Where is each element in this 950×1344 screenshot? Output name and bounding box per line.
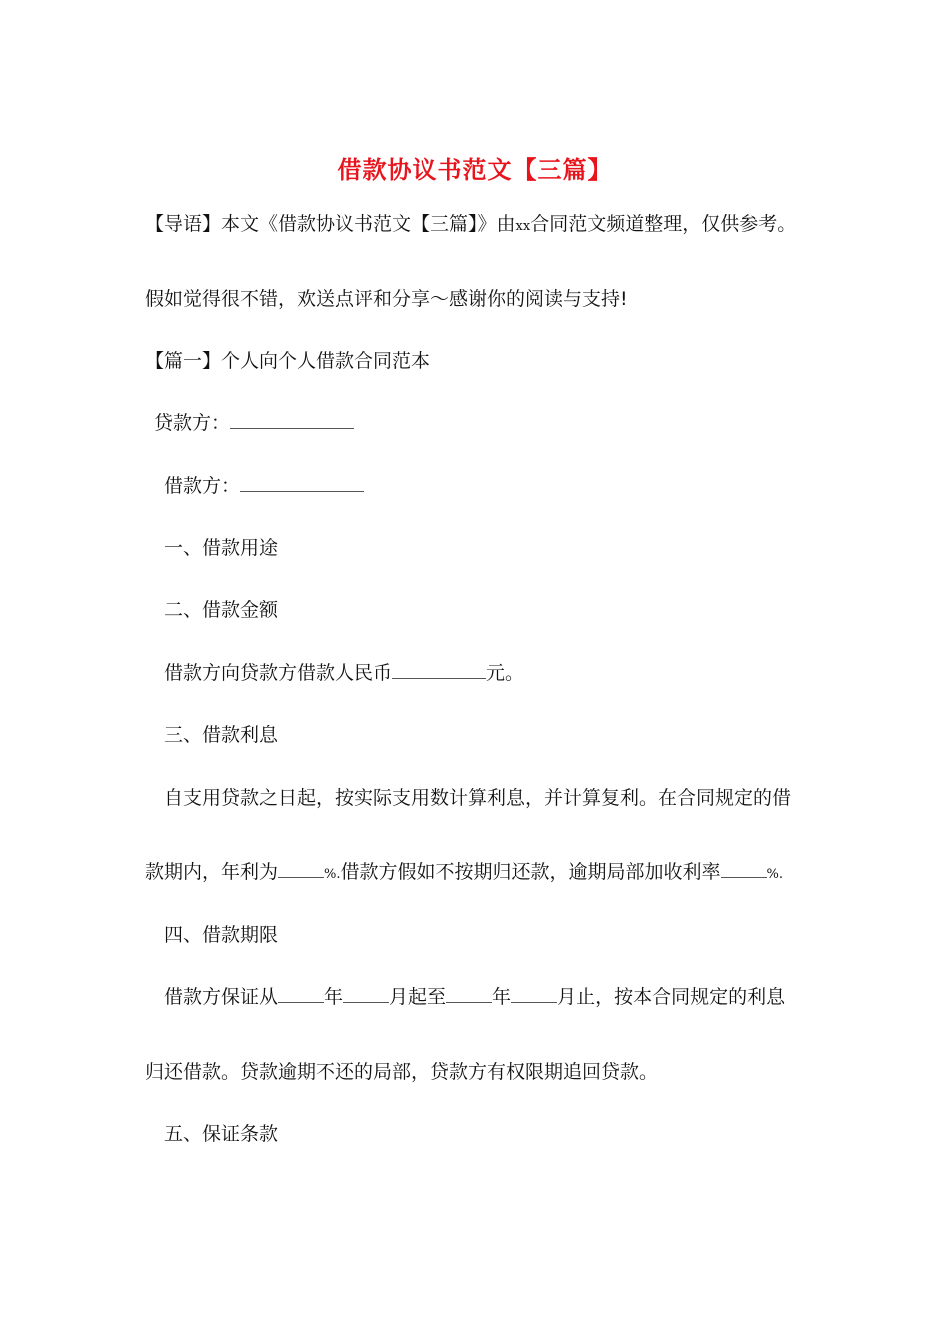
amount-suffix: 元。 bbox=[486, 662, 525, 684]
amount-line bbox=[164, 660, 524, 686]
term-line-2: 归还借款。贷款逾期不还的局部，贷款方有权限期追回贷款。 bbox=[145, 1061, 659, 1083]
term-month-2: 月止，按本合同规定的利息 bbox=[557, 986, 786, 1008]
annual-rate-percent: %. bbox=[324, 867, 341, 882]
start-year-blank bbox=[278, 984, 324, 1003]
amount-blank bbox=[392, 660, 486, 679]
lender-label: 贷款方： bbox=[154, 412, 231, 434]
clause-5-heading: 五、保证条款 bbox=[164, 1123, 279, 1145]
term-text-a: 借款方保证从 bbox=[164, 986, 279, 1008]
clause-2-heading: 二、借款金额 bbox=[164, 599, 279, 621]
intro-text-2: 合同范文频道整理，仅供参考。 bbox=[530, 213, 797, 235]
annual-rate-blank bbox=[278, 859, 324, 878]
end-year-blank bbox=[446, 984, 492, 1003]
term-month-1: 月起至 bbox=[389, 986, 447, 1008]
borrower-label: 借款方： bbox=[164, 475, 241, 497]
section-heading: 【篇一】个人向个人借款合同范本 bbox=[145, 350, 431, 372]
borrower-blank bbox=[240, 473, 364, 492]
term-year-1: 年 bbox=[324, 986, 344, 1008]
lender-blank bbox=[230, 410, 354, 429]
document-title: 借款协议书范文【三篇】 bbox=[337, 156, 613, 184]
start-month-blank bbox=[343, 984, 389, 1003]
amount-prefix: 借款方向贷款方借款人民币 bbox=[164, 662, 393, 684]
borrower-field bbox=[164, 473, 364, 499]
clause-3-heading: 三、借款利息 bbox=[164, 724, 279, 746]
interest-line-1: 自支用贷款之日起，按实际支用数计算利息，并计算复利。在合同规定的借 bbox=[164, 787, 792, 809]
interest-line-2 bbox=[145, 859, 783, 888]
intro-text-1: 【导语】本文《借款协议书范文【三篇】》由 bbox=[145, 213, 516, 235]
intro-line-2: 假如觉得很不错，欢送点评和分享～感谢你的阅读与支持! bbox=[145, 288, 628, 310]
end-month-blank bbox=[511, 984, 557, 1003]
lender-field bbox=[154, 410, 354, 436]
term-line-1 bbox=[164, 984, 785, 1010]
overdue-rate-percent: %. bbox=[766, 867, 784, 882]
interest-text-a: 款期内，年利为 bbox=[145, 861, 279, 883]
clause-1-heading: 一、借款用途 bbox=[164, 537, 279, 559]
clause-4-heading: 四、借款期限 bbox=[164, 924, 279, 946]
interest-text-b: 借款方假如不按期归还款，逾期局部加收利率 bbox=[340, 861, 721, 883]
intro-source-code: xx bbox=[515, 219, 531, 234]
term-year-2: 年 bbox=[492, 986, 512, 1008]
overdue-rate-blank bbox=[721, 859, 767, 878]
intro-line-1 bbox=[145, 211, 796, 240]
